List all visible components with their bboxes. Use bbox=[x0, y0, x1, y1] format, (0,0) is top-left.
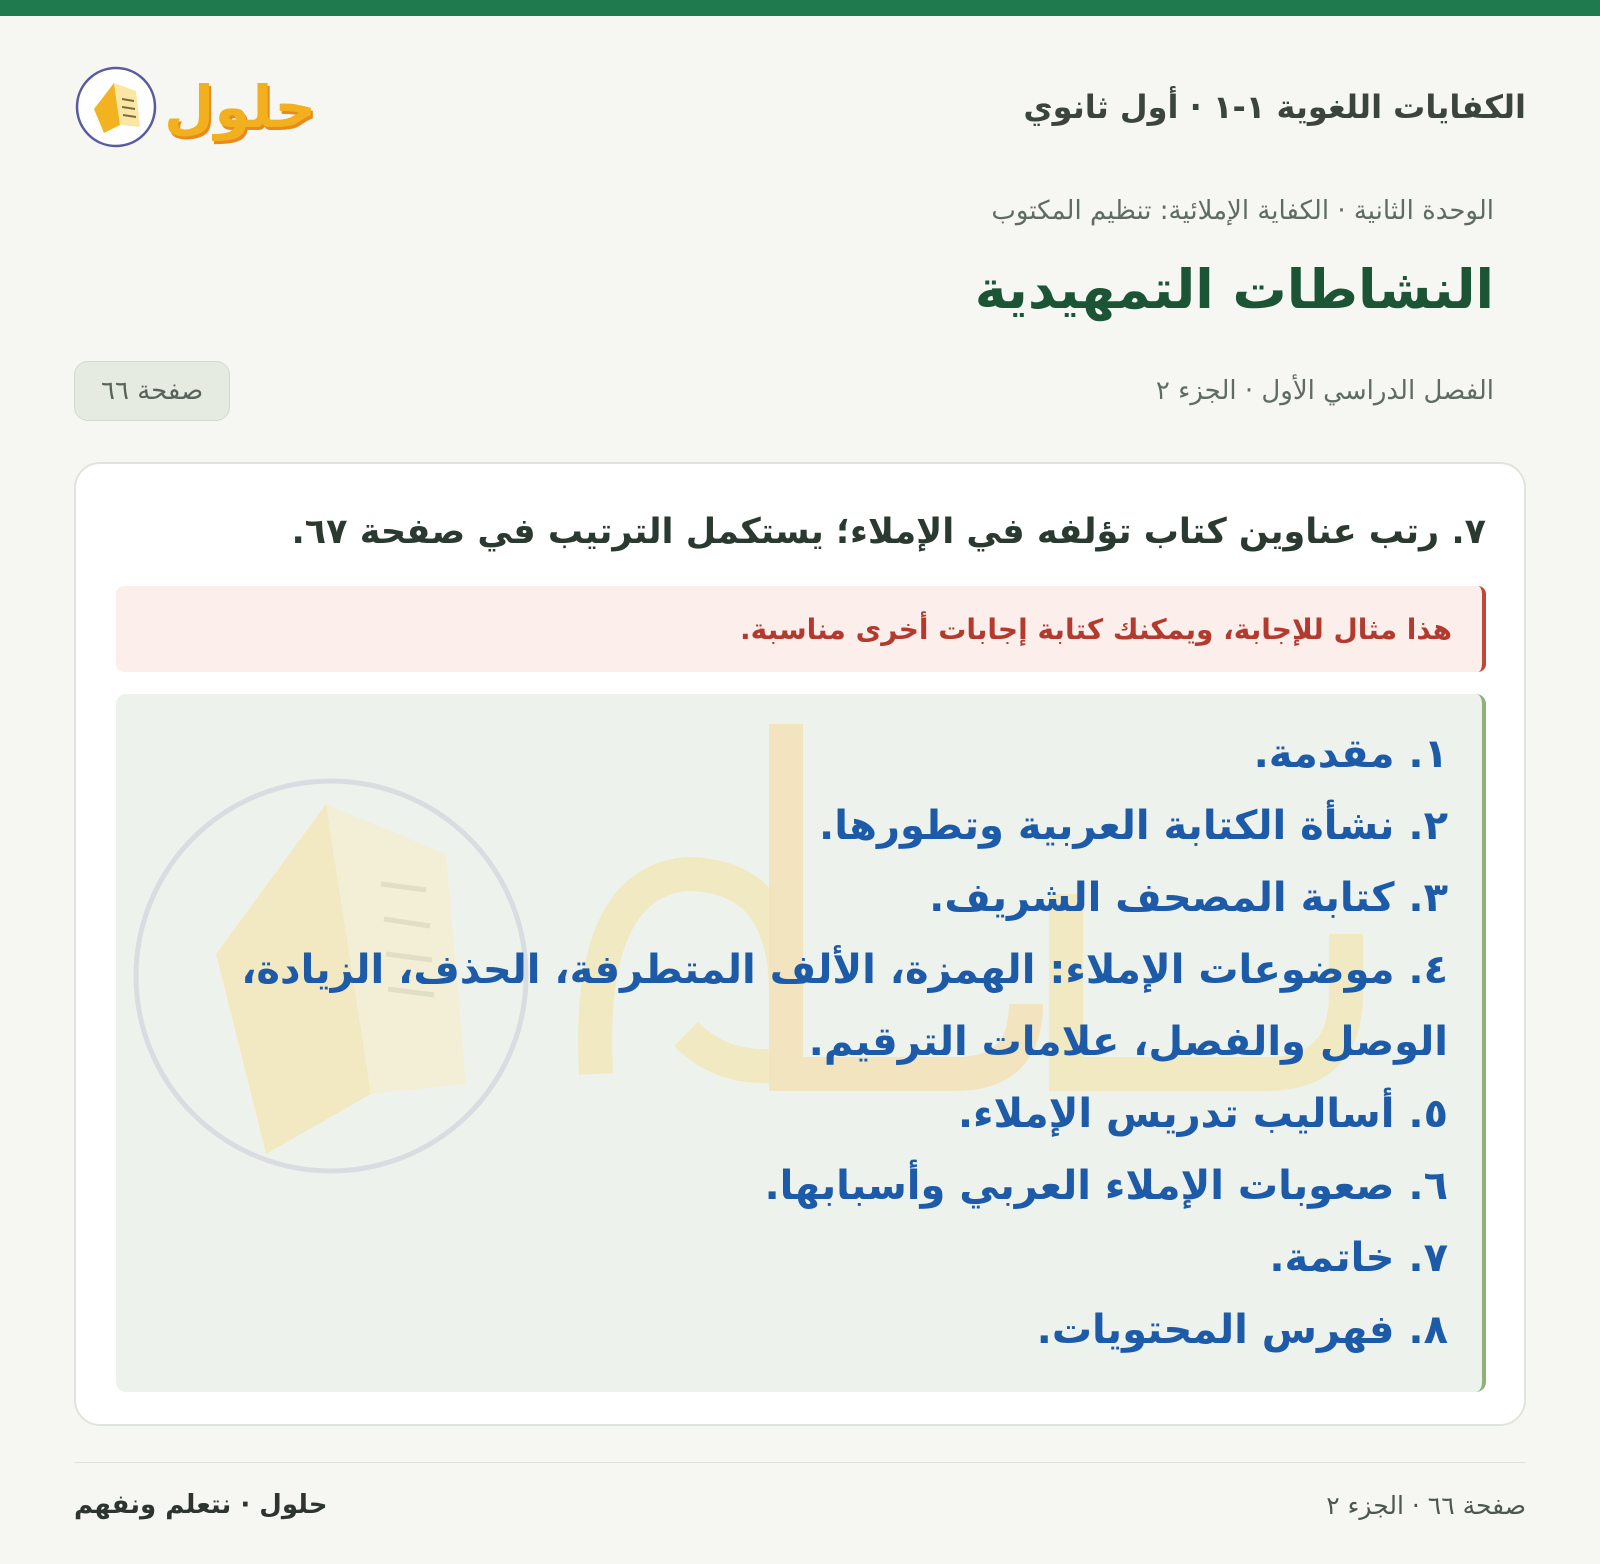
footer-page-info: صفحة ٦٦ · الجزء ٢ bbox=[1326, 1490, 1526, 1520]
list-item: ٨. فهرس المحتويات. bbox=[1036, 1307, 1448, 1353]
semester-label: الفصل الدراسي الأول · الجزء ٢ bbox=[1155, 376, 1494, 406]
page-header bbox=[74, 52, 1526, 162]
question-text: ٧. رتب عناوين كتاب تؤلفه في الإملاء؛ يستكمل الترتيب في صفحة ٦٧. bbox=[291, 512, 1486, 552]
book-title: الكفايات اللغوية ١-١ · أول ثانوي bbox=[1023, 88, 1526, 126]
list-item: ٣. كتابة المصحف الشريف. bbox=[929, 875, 1448, 921]
page-title: النشاطات التمهيدية bbox=[974, 258, 1494, 321]
answer-note: هذا مثال للإجابة، ويمكنك كتابة إجابات أخرى مناسبة. bbox=[116, 586, 1486, 672]
unit-breadcrumb: الوحدة الثانية · الكفاية الإملائية: تنظيم المكتوب bbox=[991, 196, 1494, 226]
list-item: ١. مقدمة. bbox=[1253, 731, 1448, 777]
meta-row bbox=[74, 358, 1526, 424]
logo-wordmark: حلول bbox=[164, 73, 317, 141]
exercise-card bbox=[74, 462, 1526, 1426]
top-accent-bar bbox=[0, 0, 1600, 16]
footer-divider bbox=[74, 1462, 1526, 1463]
footer-brand: حلول · نتعلم ونفهم bbox=[74, 1490, 328, 1520]
answer-box bbox=[116, 694, 1486, 1392]
book-logo-icon bbox=[74, 65, 158, 149]
list-item: ٢. نشأة الكتابة العربية وتطورها. bbox=[819, 803, 1448, 849]
list-item: ٥. أساليب تدريس الإملاء. bbox=[957, 1091, 1448, 1137]
list-item: ٤. موضوعات الإملاء: الهمزة، الألف المتطرفة، الحذف، الزيادة، الوصل والفصل، علامات الترقيم. bbox=[241, 947, 1448, 1065]
page-number-badge: صفحة ٦٦ bbox=[74, 361, 230, 421]
page-footer bbox=[74, 1490, 1526, 1520]
answer-list bbox=[166, 718, 1448, 1366]
list-item: ٧. خاتمة. bbox=[1269, 1235, 1448, 1281]
hulul-logo[interactable] bbox=[74, 65, 316, 149]
list-item: ٦. صعوبات الإملاء العربي وأسبابها. bbox=[764, 1163, 1448, 1209]
